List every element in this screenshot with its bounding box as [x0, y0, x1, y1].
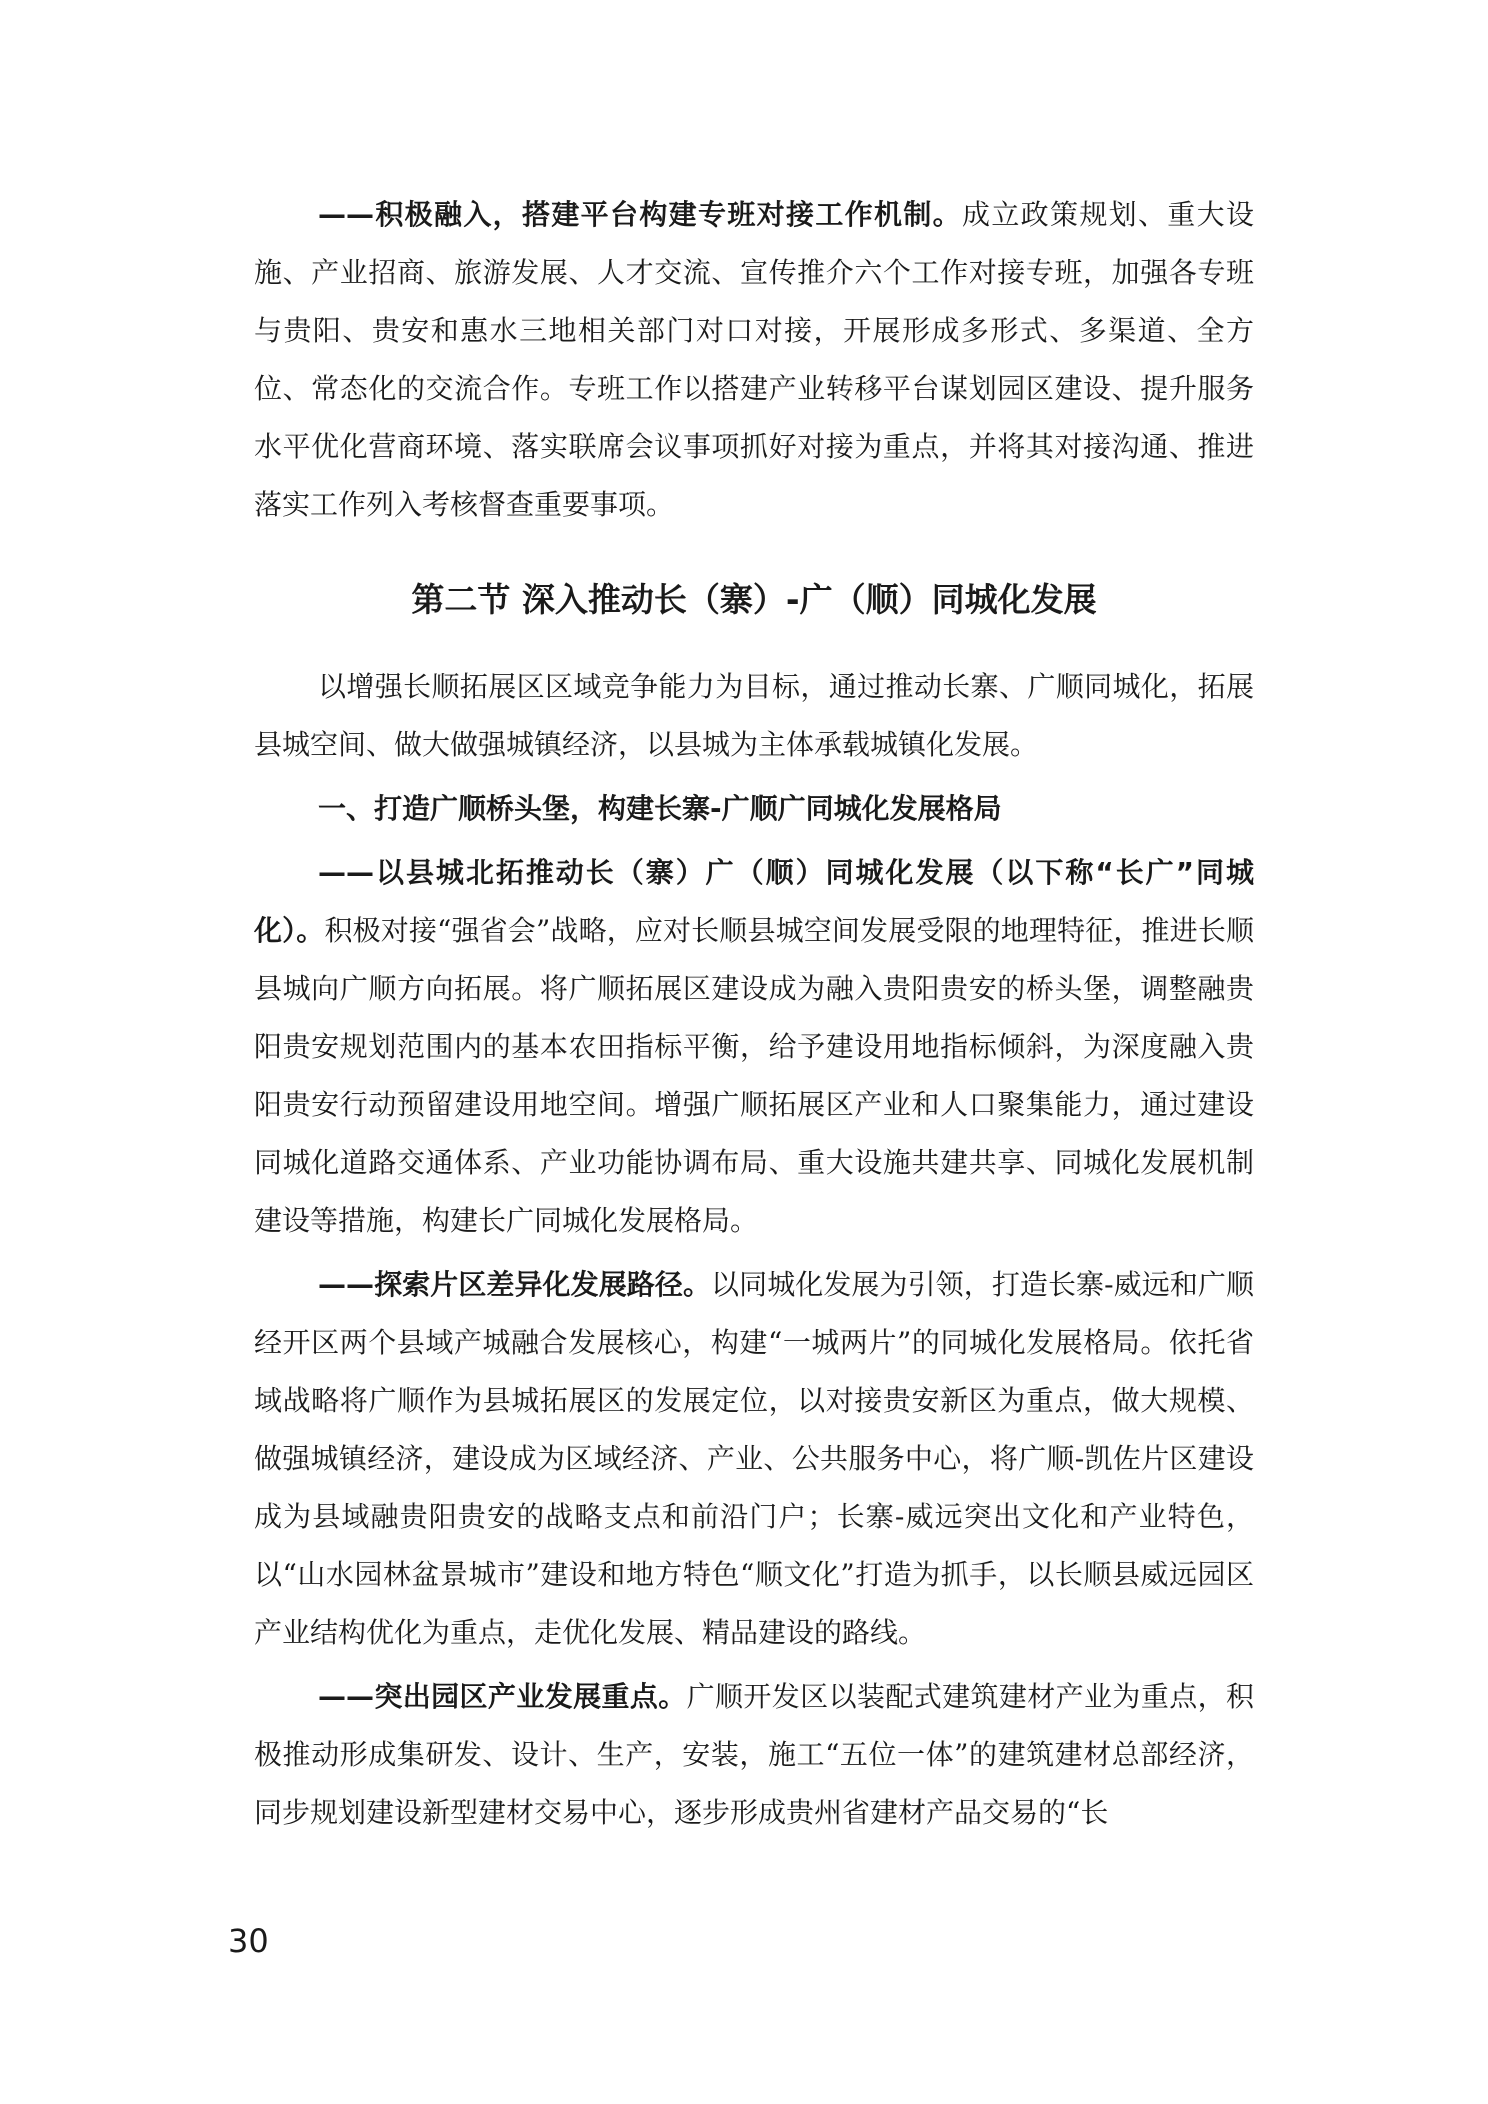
paragraph-body: 成立政策规划、重大设施、产业招商、旅游发展、人才交流、宣传推介六个工作对接专班，加强各专班与贵阳、贵安和惠水三地相关部门对口对接，开展形成多形式、多渠道、全方位、常态化的交流合作。专班工作以搭建产业转移平台谋划园区建设、提升服务水平优化营商环境、落实联席会议事项抓好对接为重点，并将其对接沟通、推进落实工作列入考核督查重要事项。: [254, 198, 1254, 521]
section-title: 第二节 深入推动长（寨）-广（顺）同城化发展: [411, 580, 1097, 619]
paragraph-lead: ——突出园区产业发展重点。: [318, 1680, 687, 1713]
page-number: 30: [228, 1922, 269, 1960]
paragraph-body: 以增强长顺拓展区区域竞争能力为目标，通过推动长寨、广顺同城化，拓展县城空间、做大做强城镇经济，以县城为主体承载城镇化发展。: [254, 670, 1254, 761]
paragraph-lead: ——积极融入，搭建平台构建专班对接工作机制。: [318, 198, 962, 231]
subsection-heading: 一、打造广顺桥头堡，构建长寨-广顺广同城化发展格局: [318, 792, 1002, 825]
paragraph-section-intro: [254, 658, 1254, 774]
paragraph-differentiated-paths: [254, 1256, 1254, 1662]
paragraph-lead: ——探索片区差异化发展路径。: [318, 1268, 712, 1301]
paragraph-work-mechanism: [254, 186, 1254, 534]
paragraph-body: 以同城化发展为引领，打造长寨-威远和广顺经开区两个县域产城融合发展核心，构建“一城两片”的同城化发展格局。依托省域战略将广顺作为县城拓展区的发展定位，以对接贵安新区为重点，做大规模、做强城镇经济，建设成为区域经济、产业、公共服务中心，将广顺-凯佐片区建设成为县域融贵阳贵安的战略支点和前沿门户；长寨-威远突出文化和产业特色，以“山水园林盆景城市”建设和地方特色“顺文化”打造为抓手，以长顺县威远园区产业结构优化为重点，走优化发展、精品建设的路线。: [254, 1268, 1254, 1649]
paragraph-body: 积极对接“强省会”战略，应对长顺县城空间发展受限的地理特征，推进长顺县城向广顺方向拓展。将广顺拓展区建设成为融入贵阳贵安的桥头堡，调整融贵阳贵安规划范围内的基本农田指标平衡，给予建设用地指标倾斜，为深度融入贵阳贵安行动预留建设用地空间。增强广顺拓展区产业和人口聚集能力，通过建设同城化道路交通体系、产业功能协调布局、重大设施共建共享、同城化发展机制建设等措施，构建长广同城化发展格局。: [254, 914, 1254, 1237]
paragraph-industry-focus: [254, 1668, 1254, 1842]
paragraph-body: 广顺开发区以装配式建筑建材产业为重点，积极推动形成集研发、设计、生产，安装，施工“五位一体”的建筑建材总部经济，同步规划建设新型建材交易中心，逐步形成贵州省建材产品交易的“长: [254, 1680, 1254, 1829]
paragraph-north-expansion: [254, 844, 1254, 1250]
paragraph-lead: ——以县城北拓推动长（寨）广（顺）同城化发展（以下称“长广”同城化）。: [254, 856, 1254, 947]
page-content: [254, 186, 1254, 1842]
